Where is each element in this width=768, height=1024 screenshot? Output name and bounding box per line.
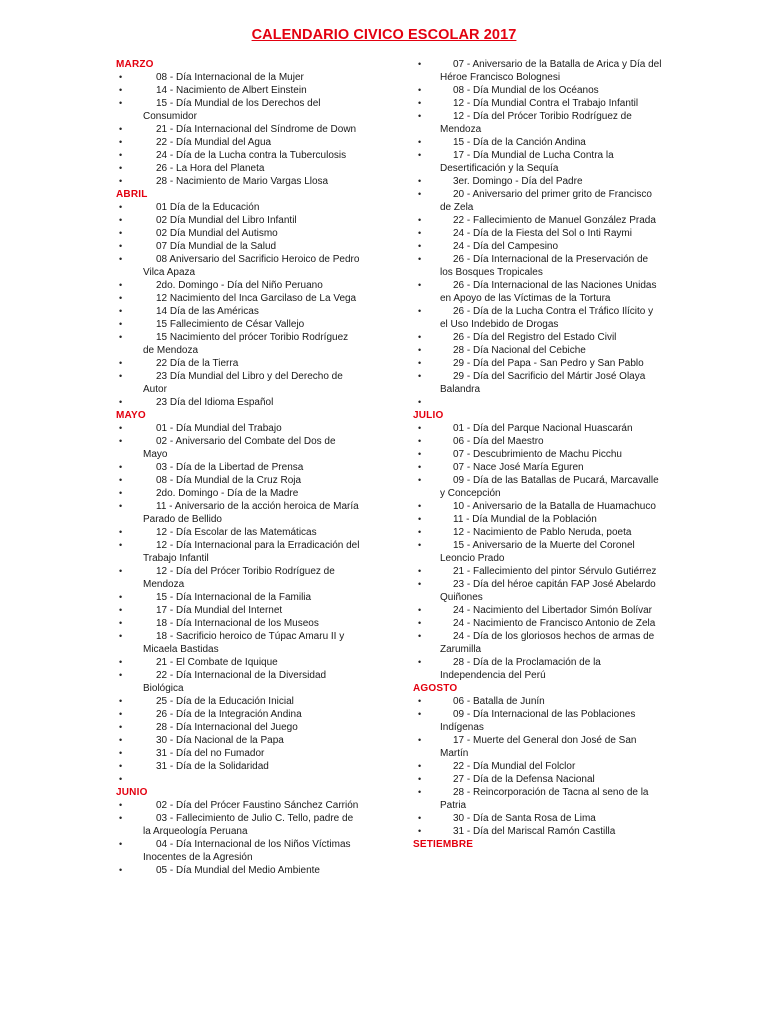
bullet-icon: •: [418, 566, 422, 576]
bullet-icon: •: [119, 306, 123, 316]
event-text: 26 - Día de la Lucha Contra el Tráfico Ilícito y el Uso Indebido de Drogas: [440, 306, 654, 330]
bullet-icon: •: [418, 618, 422, 628]
event-item: [413, 773, 663, 786]
event-text: 22 - Fallecimiento de Manuel González Prada: [453, 215, 656, 226]
event-list: [116, 422, 360, 786]
event-item: [413, 604, 663, 617]
event-text: 12 - Día Escolar de las Matemáticas: [156, 527, 317, 538]
event-text: 04 - Día Internacional de los Niños Víctimas Inocentes de la Agresión: [143, 839, 351, 863]
event-text: 09 - Día Internacional de las Poblaciones Indígenas: [440, 709, 636, 733]
event-text: 23 - Día del héroe capitán FAP José Abelardo Quiñones: [440, 579, 656, 603]
event-text: 12 Nacimiento del Inca Garcilaso de La Vega: [156, 293, 357, 304]
event-text: 08 - Día Internacional de la Mujer: [156, 72, 304, 83]
event-list: [116, 799, 360, 877]
event-item: [413, 474, 663, 500]
event-item: [413, 97, 663, 110]
event-item: [413, 656, 663, 682]
event-text: 15 - Aniversario de la Muerte del Coronel Leoncio Prado: [440, 540, 635, 564]
event-item: [116, 149, 360, 162]
event-text: 17 - Día Mundial de Lucha Contra la Desertificación y la Sequía: [440, 150, 614, 174]
event-text: 28 - Día Internacional del Juego: [156, 722, 298, 733]
event-text: 26 - Día Internacional de las Naciones Unidas en Apoyo de las Víctimas de la Tortura: [440, 280, 657, 304]
event-item: [413, 188, 663, 214]
event-item: [413, 734, 663, 760]
event-text: 31 - Día de la Solidaridad: [156, 761, 269, 772]
month-heading-junio: JUNIO: [116, 787, 148, 798]
event-item: [413, 526, 663, 539]
event-text: 28 - Día Nacional del Cebiche: [453, 345, 586, 356]
event-text: 20 - Aniversario del primer grito de Francisco de Zela: [440, 189, 652, 213]
bullet-icon: •: [119, 98, 123, 108]
event-text: 11 - Aniversario de la acción heroica de María Parado de Bellido: [143, 501, 359, 525]
bullet-icon: •: [119, 670, 123, 680]
event-text: 02 - Aniversario del Combate del Dos de Mayo: [143, 436, 336, 460]
event-text: 02 - Día del Prócer Faustino Sánchez Carrión: [156, 800, 359, 811]
event-text: 28 - Reincorporación de Tacna al seno de la Patria: [440, 787, 649, 811]
bullet-icon: •: [119, 280, 123, 290]
event-text: 15 Fallecimiento de César Vallejo: [156, 319, 305, 330]
event-item: [413, 422, 663, 435]
bullet-icon: •: [418, 436, 422, 446]
event-item: [116, 617, 360, 630]
event-text: 03 - Fallecimiento de Julio C. Tello, padre de la Arqueología Peruana: [143, 813, 354, 837]
event-item: [413, 370, 663, 396]
bullet-icon: •: [418, 631, 422, 641]
bullet-icon: •: [418, 85, 422, 95]
month-heading-abril: ABRIL: [116, 189, 148, 200]
bullet-icon: •: [119, 813, 123, 823]
event-item: [116, 500, 360, 526]
bullet-icon: •: [119, 228, 123, 238]
event-item: [116, 669, 360, 695]
event-item: [413, 708, 663, 734]
event-text: 08 - Día Mundial de los Océanos: [453, 85, 599, 96]
event-item: [116, 97, 360, 123]
event-item: [413, 357, 663, 370]
event-text: 21 - Día Internacional del Síndrome de Down: [156, 124, 357, 135]
event-item: [116, 864, 360, 877]
event-item: [116, 721, 360, 734]
event-item: [116, 461, 360, 474]
bullet-icon: •: [418, 176, 422, 186]
event-item: [116, 292, 360, 305]
bullet-icon: •: [119, 527, 123, 537]
bullet-icon: •: [119, 592, 123, 602]
event-text: 17 - Día Mundial del Internet: [156, 605, 283, 616]
event-item: [413, 695, 663, 708]
bullet-icon: •: [119, 358, 123, 368]
event-text: 29 - Día del Papa - San Pedro y San Pablo: [453, 358, 644, 369]
bullet-icon: •: [418, 449, 422, 459]
bullet-icon: •: [418, 111, 422, 121]
event-item: [116, 760, 360, 773]
bullet-icon: •: [119, 865, 123, 875]
event-item: [413, 812, 663, 825]
event-item: [413, 175, 663, 188]
event-text: 05 - Día Mundial del Medio Ambiente: [156, 865, 320, 876]
event-item: [413, 539, 663, 565]
event-text: 15 Nacimiento del prócer Toribio Rodríguez de Mendoza: [143, 332, 349, 356]
event-item: [116, 318, 360, 331]
event-item: [116, 201, 360, 214]
bullet-icon: •: [418, 98, 422, 108]
event-item: [116, 253, 360, 279]
event-item: [116, 227, 360, 240]
event-item: [116, 474, 360, 487]
bullet-icon: •: [119, 72, 123, 82]
bullet-icon: •: [418, 579, 422, 589]
bullet-icon: •: [119, 696, 123, 706]
bullet-icon: •: [119, 423, 123, 433]
event-item: [413, 253, 663, 279]
event-item: [413, 617, 663, 630]
event-text: 12 - Día del Prócer Toribio Rodríguez de Mendoza: [143, 566, 335, 590]
bullet-icon: •: [418, 358, 422, 368]
bullet-icon: •: [119, 657, 123, 667]
bullet-icon: •: [418, 150, 422, 160]
bullet-icon: •: [418, 475, 422, 485]
event-text: 07 Día Mundial de la Salud: [156, 241, 277, 252]
bullet-icon: •: [119, 137, 123, 147]
event-item: [413, 136, 663, 149]
event-text: 28 - Nacimiento de Mario Vargas Llosa: [156, 176, 329, 187]
month-heading-mayo: MAYO: [116, 410, 146, 421]
event-item: [413, 448, 663, 461]
event-item: [116, 526, 360, 539]
event-text: 29 - Día del Sacrificio del Mártir José Olaya Balandra: [440, 371, 646, 395]
event-item: [116, 71, 360, 84]
event-text: 12 - Día Internacional para la Erradicación del Trabajo Infantil: [143, 540, 360, 564]
event-text: 15 - Día Mundial de los Derechos del Consumidor: [143, 98, 321, 122]
event-item: [116, 604, 360, 617]
event-item: [413, 84, 663, 97]
event-text: 07 - Nace José María Eguren: [453, 462, 584, 473]
event-list: [116, 71, 360, 188]
bullet-icon: •: [418, 423, 422, 433]
bullet-icon: •: [119, 722, 123, 732]
month-heading-julio: JULIO: [413, 410, 444, 421]
event-text: 2do. Domingo - Día del Niño Peruano: [156, 280, 323, 291]
event-item: [413, 630, 663, 656]
bullet-icon: •: [119, 709, 123, 719]
bullet-icon: •: [119, 839, 123, 849]
event-list: [116, 201, 360, 409]
event-text: 31 - Día del no Fumador: [156, 748, 265, 759]
event-item: [413, 331, 663, 344]
event-item: [413, 149, 663, 175]
left-column: [116, 58, 360, 877]
bullet-icon: •: [418, 280, 422, 290]
event-text: 01 - Día Mundial del Trabajo: [156, 423, 282, 434]
event-item: [116, 838, 360, 864]
event-text: 09 - Día de las Batallas de Pucará, Marcavalle y Concepción: [440, 475, 659, 499]
event-item: [116, 747, 360, 760]
event-item: [116, 734, 360, 747]
event-text: 30 - Día Nacional de la Papa: [156, 735, 284, 746]
event-text: 24 - Nacimiento del Libertador Simón Bolívar: [453, 605, 652, 616]
bullet-icon: •: [418, 527, 422, 537]
bullet-icon: •: [119, 475, 123, 485]
event-item: [413, 513, 663, 526]
event-item: [116, 487, 360, 500]
event-text: 03 - Día de la Libertad de Prensa: [156, 462, 304, 473]
event-text: 10 - Aniversario de la Batalla de Huamachuco: [453, 501, 656, 512]
event-item: [116, 799, 360, 812]
event-text: 01 - Día del Parque Nacional Huascarán: [453, 423, 633, 434]
event-list: [413, 58, 663, 409]
bullet-icon: •: [418, 696, 422, 706]
event-item: [413, 279, 663, 305]
event-item: [116, 214, 360, 227]
event-text: 14 - Nacimiento de Albert Einstein: [156, 85, 307, 96]
bullet-icon: •: [119, 254, 123, 264]
bullet-icon: •: [119, 735, 123, 745]
bullet-icon: •: [119, 540, 123, 550]
event-item: [116, 331, 360, 357]
event-item: [116, 162, 360, 175]
event-text: 24 - Día de la Lucha contra la Tuberculosis: [156, 150, 347, 161]
bullet-icon: •: [119, 800, 123, 810]
event-text: 30 - Día de Santa Rosa de Lima: [453, 813, 596, 824]
bullet-icon: •: [119, 605, 123, 615]
event-item: [413, 500, 663, 513]
bullet-icon: •: [418, 501, 422, 511]
bullet-icon: •: [418, 514, 422, 524]
bullet-icon: •: [119, 241, 123, 251]
bullet-icon: •: [418, 709, 422, 719]
event-text: 07 - Aniversario de la Batalla de Arica y Día del Héroe Francisco Bolognesi: [440, 59, 662, 83]
event-item: [413, 110, 663, 136]
event-text: 22 - Día Mundial del Agua: [156, 137, 272, 148]
bullet-icon: •: [418, 787, 422, 797]
event-text: 26 - Día del Registro del Estado Civil: [453, 332, 617, 343]
event-text: 12 - Nacimiento de Pablo Neruda, poeta: [453, 527, 632, 538]
event-item: [116, 370, 360, 396]
event-text: 06 - Batalla de Junín: [453, 696, 545, 707]
month-heading-setiembre: SETIEMBRE: [413, 839, 474, 850]
event-text: 25 - Día de la Educación Inicial: [156, 696, 294, 707]
event-text: 17 - Muerte del General don José de San Martín: [440, 735, 637, 759]
bullet-icon: •: [119, 85, 123, 95]
bullet-icon: •: [119, 488, 123, 498]
event-item: [116, 175, 360, 188]
bullet-icon: •: [119, 332, 123, 342]
event-text: 2do. Domingo - Día de la Madre: [156, 488, 299, 499]
event-list: [413, 422, 663, 682]
event-text: 28 - Día de la Proclamación de la Independencia del Perú: [440, 657, 601, 681]
bullet-icon: •: [119, 631, 123, 641]
bullet-icon: •: [418, 332, 422, 342]
bullet-icon: •: [418, 228, 422, 238]
event-text: 26 - Día de la Integración Andina: [156, 709, 302, 720]
event-item: [116, 435, 360, 461]
event-item: [116, 708, 360, 721]
event-text: 31 - Día del Mariscal Ramón Castilla: [453, 826, 616, 837]
bullet-icon: •: [119, 462, 123, 472]
event-item: [413, 461, 663, 474]
event-item: [116, 240, 360, 253]
bullet-icon: •: [119, 501, 123, 511]
bullet-icon: •: [418, 813, 422, 823]
bullet-icon: •: [418, 761, 422, 771]
right-column: [413, 58, 663, 851]
event-item: [413, 825, 663, 838]
event-item: [116, 305, 360, 318]
bullet-icon: •: [418, 826, 422, 836]
event-item: [116, 656, 360, 669]
event-text: 01 Día de la Educación: [156, 202, 260, 213]
bullet-icon: •: [418, 462, 422, 472]
bullet-icon: •: [119, 319, 123, 329]
event-text: 18 - Sacrificio heroico de Túpac Amaru II y Micaela Bastidas: [143, 631, 345, 655]
event-item: [116, 630, 360, 656]
event-item: [413, 786, 663, 812]
event-text: 3er. Domingo - Día del Padre: [453, 176, 583, 187]
event-item: [116, 123, 360, 136]
event-text: 08 Aniversario del Sacrificio Heroico de Pedro Vilca Apaza: [143, 254, 360, 278]
event-text: 22 - Día Mundial del Folclor: [453, 761, 576, 772]
event-item: [116, 357, 360, 370]
bullet-icon: •: [418, 371, 422, 381]
month-heading-marzo: MARZO: [116, 59, 154, 70]
event-item: [413, 565, 663, 578]
event-text: 08 - Día Mundial de la Cruz Roja: [156, 475, 302, 486]
event-text: 22 - Día Internacional de la Diversidad Biológica: [143, 670, 327, 694]
bullet-icon: •: [119, 124, 123, 134]
event-text: 21 - El Combate de Iquique: [156, 657, 278, 668]
bullet-icon: •: [418, 397, 422, 407]
event-text: 24 - Día del Campesino: [453, 241, 559, 252]
event-item: [116, 773, 360, 786]
event-text: 12 - Día del Prócer Toribio Rodríguez de Mendoza: [440, 111, 632, 135]
event-item: [116, 591, 360, 604]
bullet-icon: •: [418, 215, 422, 225]
event-text: 15 - Día Internacional de la Familia: [156, 592, 312, 603]
bullet-icon: •: [418, 137, 422, 147]
event-item: [116, 84, 360, 97]
event-item: [413, 578, 663, 604]
event-item: [116, 396, 360, 409]
bullet-icon: •: [119, 176, 123, 186]
bullet-icon: •: [418, 345, 422, 355]
event-item: [413, 760, 663, 773]
bullet-icon: •: [119, 436, 123, 446]
event-text: 02 Día Mundial del Libro Infantil: [156, 215, 297, 226]
bullet-icon: •: [119, 163, 123, 173]
event-item: [413, 214, 663, 227]
bullet-icon: •: [418, 241, 422, 251]
bullet-icon: •: [418, 254, 422, 264]
bullet-icon: •: [119, 150, 123, 160]
event-item: [413, 58, 663, 84]
event-text: 26 - La Hora del Planeta: [156, 163, 265, 174]
event-text: 23 Día Mundial del Libro y del Derecho de Autor: [143, 371, 343, 395]
bullet-icon: •: [119, 293, 123, 303]
bullet-icon: •: [119, 215, 123, 225]
bullet-icon: •: [418, 59, 422, 69]
event-item: [413, 305, 663, 331]
event-text: 24 - Día de la Fiesta del Sol o Inti Raymi: [453, 228, 632, 239]
event-item: [116, 136, 360, 149]
event-text: 12 - Día Mundial Contra el Trabajo Infantil: [453, 98, 639, 109]
event-item: [116, 279, 360, 292]
event-item: [413, 435, 663, 448]
event-item: [116, 812, 360, 838]
event-text: 27 - Día de la Defensa Nacional: [453, 774, 595, 785]
bullet-icon: •: [119, 618, 123, 628]
event-text: 26 - Día Internacional de la Preservación de los Bosques Tropicales: [440, 254, 649, 278]
event-item: [413, 227, 663, 240]
event-text: 21 - Fallecimiento del pintor Sérvulo Gutiérrez: [453, 566, 657, 577]
bullet-icon: •: [119, 202, 123, 212]
bullet-icon: •: [418, 306, 422, 316]
bullet-icon: •: [119, 566, 123, 576]
event-text: 14 Día de las Américas: [156, 306, 259, 317]
event-text: 24 - Nacimiento de Francisco Antonio de Zela: [453, 618, 656, 629]
bullet-icon: •: [418, 657, 422, 667]
event-text: 11 - Día Mundial de la Población: [453, 514, 597, 525]
document-title: CALENDARIO CIVICO ESCOLAR 2017: [251, 27, 517, 43]
event-list: [413, 695, 663, 838]
event-text: 15 - Día de la Canción Andina: [453, 137, 586, 148]
bullet-icon: •: [119, 371, 123, 381]
event-item: [116, 695, 360, 708]
bullet-icon: •: [418, 189, 422, 199]
event-text: 07 - Descubrimiento de Machu Picchu: [453, 449, 622, 460]
event-item: [116, 565, 360, 591]
month-heading-agosto: AGOSTO: [413, 683, 458, 694]
bullet-icon: •: [418, 774, 422, 784]
bullet-icon: •: [119, 748, 123, 758]
event-text: 06 - Día del Maestro: [453, 436, 544, 447]
event-text: 22 Día de la Tierra: [156, 358, 239, 369]
event-text: 23 Día del Idioma Español: [156, 397, 274, 408]
bullet-icon: •: [119, 397, 123, 407]
event-text: 18 - Día Internacional de los Museos: [156, 618, 319, 629]
event-text: 24 - Día de los gloriosos hechos de armas de Zarumilla: [440, 631, 655, 655]
bullet-icon: •: [119, 761, 123, 771]
event-item: [413, 344, 663, 357]
event-item: [116, 422, 360, 435]
bullet-icon: •: [119, 774, 123, 784]
event-item: [413, 240, 663, 253]
event-text: 02 Día Mundial del Autismo: [156, 228, 278, 239]
bullet-icon: •: [418, 605, 422, 615]
event-item: [116, 539, 360, 565]
bullet-icon: •: [418, 735, 422, 745]
event-item: [413, 396, 663, 409]
bullet-icon: •: [418, 540, 422, 550]
